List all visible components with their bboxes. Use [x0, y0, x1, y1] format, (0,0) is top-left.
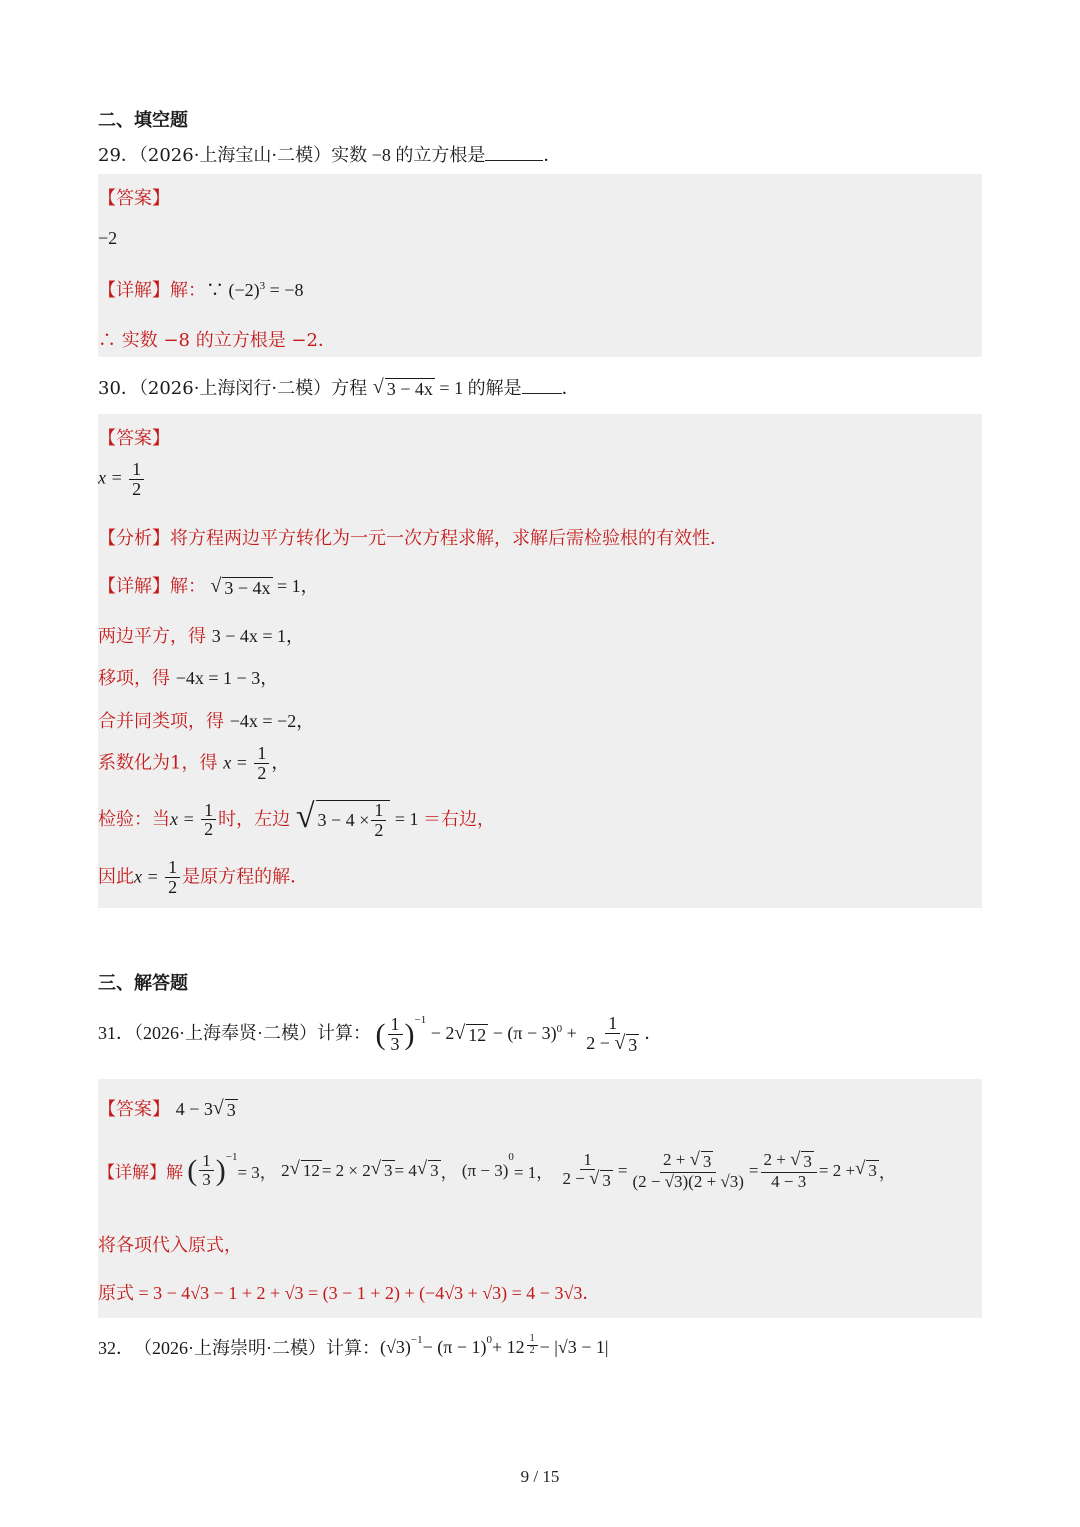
solution-box-31 [98, 1079, 982, 1318]
question-end: ． [543, 145, 562, 166]
question-31: 31．（2026·上海奉贤·二模）计算： ( $\frac{1}{3}$ )$^{-1}$ − 2 √ 12 − $(\pi - 3)^0$ + 1 2 − √ 3 ． [98, 1013, 663, 1055]
question-source: （2026·上海奉贤·二模） [134, 1023, 317, 1043]
section-heading-solve: 三、解答题 [98, 973, 188, 994]
question-text-2: = 1 的解是 [434, 378, 522, 398]
question-text: 实数 −8 的立方根是 [331, 145, 486, 165]
solution-box-29 [98, 174, 982, 357]
exponent: 3 [259, 280, 266, 292]
answer-blank [522, 377, 562, 394]
detail-math-rest: = −8 [265, 280, 304, 300]
sqrt-expression: √ 3 − 4x [372, 376, 433, 400]
answer-value: 4 − 3 [175, 1099, 213, 1119]
answer-value: x = $\frac{1}{2}$ [98, 460, 146, 499]
answer-label: 【答案】 [98, 1099, 170, 1120]
step-check: 检验：当x = $\frac{1}{2}$ 时，左边 √ 3 − 4 × $\frac{1}{2}$ = 1 ＝右边， [98, 798, 496, 840]
answer-label: 【答案】 [98, 428, 170, 449]
detail-label: 【详解】 [98, 576, 170, 596]
analysis-label: 【分析】 [98, 528, 170, 549]
answer-line: 【答案】 4 − 3 √ 3 [98, 1097, 236, 1121]
page-current: 9 [520, 1467, 530, 1486]
question-number: 32． [98, 1338, 134, 1358]
step-move: 移项，得 −4x = 1 − 3， [98, 668, 279, 689]
step-conclusion: 因此x = $\frac{1}{2}$ 是原方程的解． [98, 857, 309, 897]
final-line: 原式 = 3 − 4√3 − 1 + 2 + √3 = (3 − 1 + 2) + (−4√3 + √3) = 4 − 3√3． [98, 1283, 601, 1303]
question-text: 计算： [326, 1338, 380, 1358]
step-combine: 合并同类项，得 −4x = −2， [98, 711, 315, 732]
question-30 [98, 374, 580, 400]
page-separator: / [529, 1467, 543, 1486]
answer-blank [485, 144, 543, 161]
question-source: （2026·上海宝山·二模） [138, 145, 332, 166]
step-coefficient: 系数化为1，得 x = $\frac{1}{2}$ ， [98, 743, 290, 783]
detail-line-2: ∴ 实数 −8 的立方根是 −2． [98, 330, 336, 351]
question-text: 方程 [331, 378, 368, 399]
detail-math: ∵ (−2) [206, 280, 260, 300]
page-total: 15 [542, 1467, 560, 1486]
answer-label: 【答案】 [98, 188, 170, 209]
solution-box-30 [98, 414, 982, 908]
question-number: 31． [98, 1023, 134, 1043]
expr-part-a: (√3) [380, 1336, 411, 1357]
question-text: 计算： [317, 1023, 371, 1043]
question-end: ． [561, 378, 580, 399]
answer-value: −2 [98, 228, 118, 248]
detail-line-1 [98, 276, 303, 302]
step-square: 两边平方，得 3 − 4x = 1， [98, 626, 305, 647]
question-29 [98, 141, 561, 167]
detail-line-1: 【详解】解： √ 3 − 4x = 1， [98, 575, 319, 599]
section-heading-fill: 二、填空题 [98, 110, 188, 131]
question-source: （2026·上海崇明·二模） [134, 1338, 326, 1358]
detail-line-1: 【详解】 解 ( $\frac{1}{3}$ ) $^{-1}$ = 3， 2 √ 12 = 2 × 2 √ 3 = 4 √ 3 ， (π − 3) $^0$ = 1， 1 2 − √ 3 = 2 + √ 3 (2 − √3)(2 + √3) = 2 + √ 3 4 − 3 = 2 + √ 3 ， [98, 1149, 896, 1191]
detail-prefix: 解： [170, 280, 206, 300]
page-number [0, 1467, 1080, 1487]
question-32: 32． （2026·上海崇明·二模） 计算： (√3) $^{-1}$ − (π − 1) $^0$ + 12 $\frac{1}{2}$ − |√3 − 1| [98, 1333, 609, 1358]
analysis-line [98, 524, 728, 550]
question-source: （2026·上海闵行·二模） [138, 378, 332, 399]
question-number: 29． [98, 145, 139, 166]
question-number: 30． [98, 378, 139, 399]
analysis-text: 将方程两边平方转化为一元一次方程求解，求解后需检验根的有效性． [170, 528, 728, 549]
detail-label: 【详解】 [98, 280, 170, 300]
substitute-line: 将各项代入原式， [98, 1235, 242, 1256]
